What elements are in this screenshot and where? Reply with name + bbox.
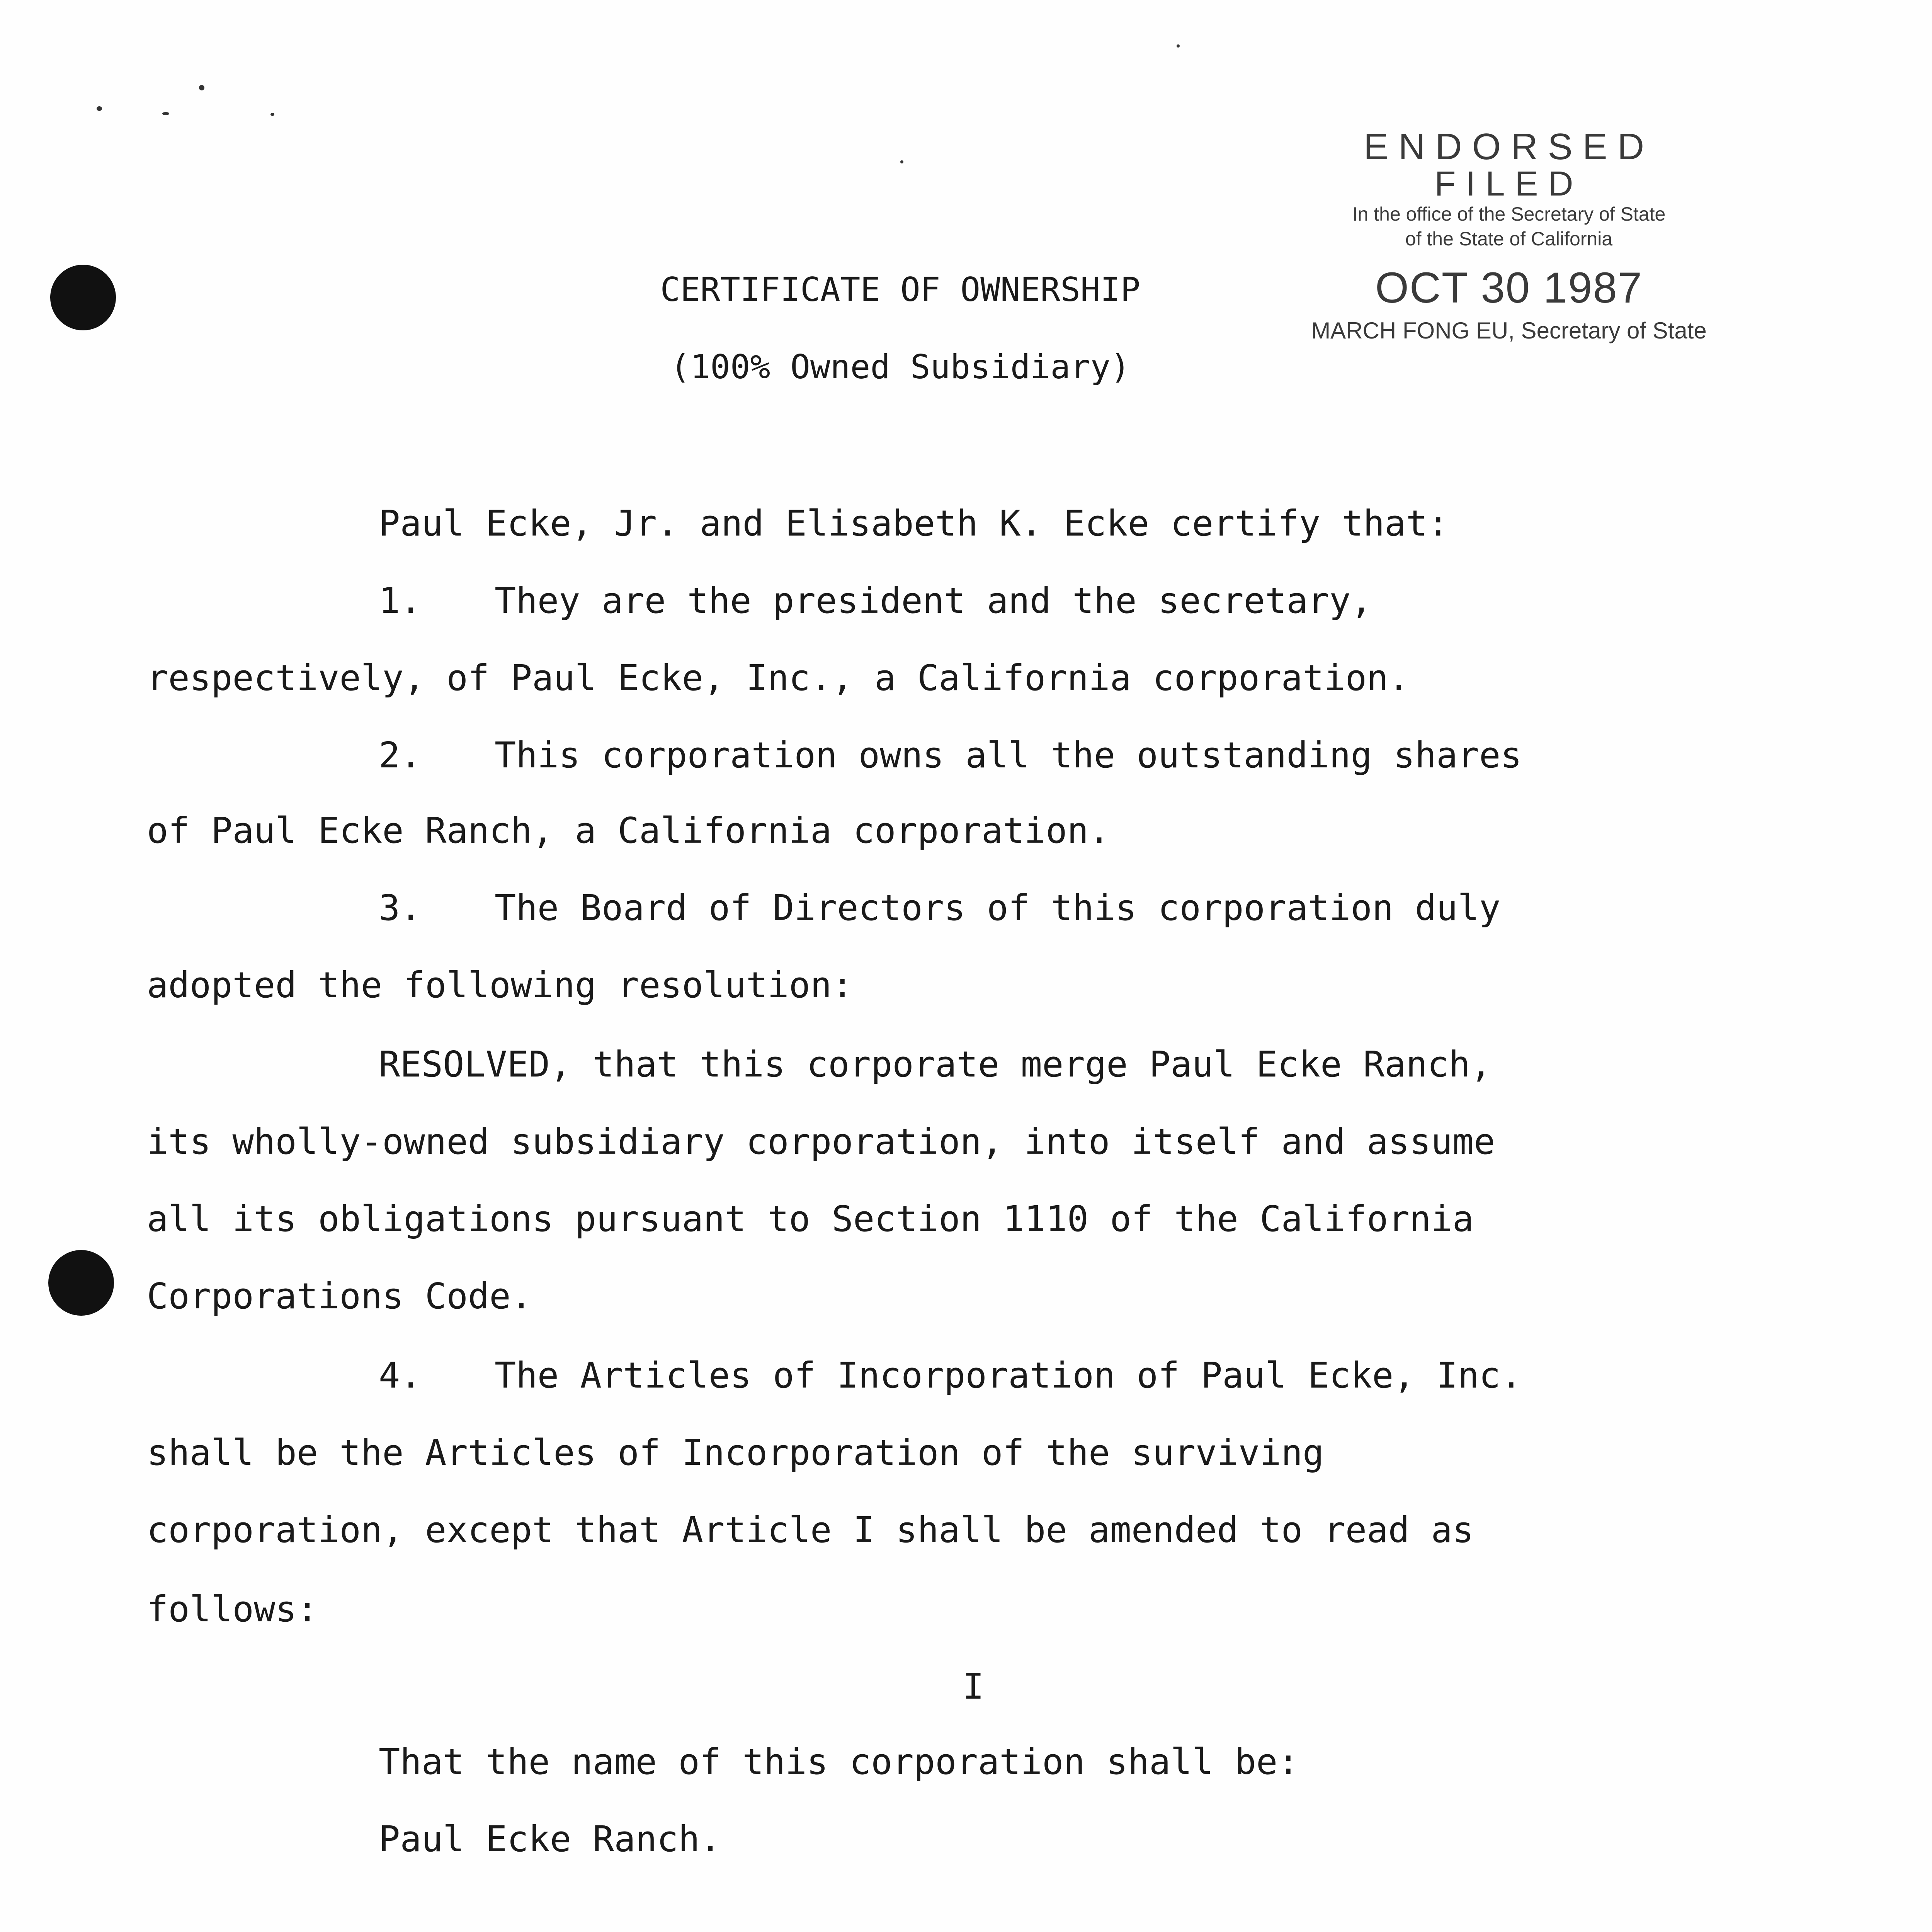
stamp-date: OCT 30 1987 [1375,264,1643,312]
item-2-line-2: of Paul Ecke Ranch, a California corporation. [147,810,1110,851]
resolution-line-1: RESOLVED, that this corporate merge Paul Ecke Ranch, [379,1044,1492,1085]
item-4-line-3: corporation, except that Article I shall be amended to read as [147,1509,1474,1551]
scan-speck [199,85,204,90]
stamp-endorsed: ENDORSED [1363,126,1655,167]
punch-hole-top [50,265,116,330]
document-title: CERTIFICATE OF OWNERSHIP [660,270,1141,309]
punch-hole-middle [48,1250,114,1316]
article-numeral: I [963,1666,984,1707]
item-2-line-1: This corporation owns all the outstanding shares [495,735,1522,776]
resolution-line-4: Corporations Code. [147,1276,532,1317]
resolution-line-3: all its obligations pursuant to Section 1110 of the California [147,1198,1474,1240]
item-1-number: 1. [379,580,422,621]
stamp-office-line2: of the State of California [1405,228,1613,250]
item-3-line-1: The Board of Directors of this corporation duly [495,887,1501,929]
scan-speck [900,160,903,163]
item-3-line-2: adopted the following resolution: [147,964,853,1006]
intro-line: Paul Ecke, Jr. and Elisabeth K. Ecke certify that: [379,503,1449,544]
item-3-number: 3. [379,887,422,929]
item-1-line-2: respectively, of Paul Ecke, Inc., a California corporation. [147,657,1410,699]
article-line-2: Paul Ecke Ranch. [379,1818,721,1860]
item-4-line-1: The Articles of Incorporation of Paul Ecke, Inc. [495,1355,1522,1396]
scan-speck [97,106,102,111]
stamp-filed: FILED [1434,165,1583,203]
item-4-line-4: follows: [147,1588,318,1630]
item-4-number: 4. [379,1355,422,1396]
stamp-secretary: MARCH FONG EU, Secretary of State [1311,318,1707,344]
item-1-line-1: They are the president and the secretary, [495,580,1372,621]
item-2-number: 2. [379,735,422,776]
resolution-line-2: its wholly-owned subsidiary corporation, into itself and assume [147,1121,1495,1162]
endorsed-filed-stamp [1306,128,1712,346]
scan-speck [1177,44,1180,48]
stamp-office-line1: In the office of the Secretary of State [1352,203,1666,225]
document-subtitle: (100% Owned Subsidiary) [670,348,1131,386]
scan-speck [162,112,169,115]
article-line-1: That the name of this corporation shall be: [379,1741,1299,1782]
item-4-line-2: shall be the Articles of Incorporation of the surviving [147,1432,1324,1473]
scan-speck [270,113,274,116]
